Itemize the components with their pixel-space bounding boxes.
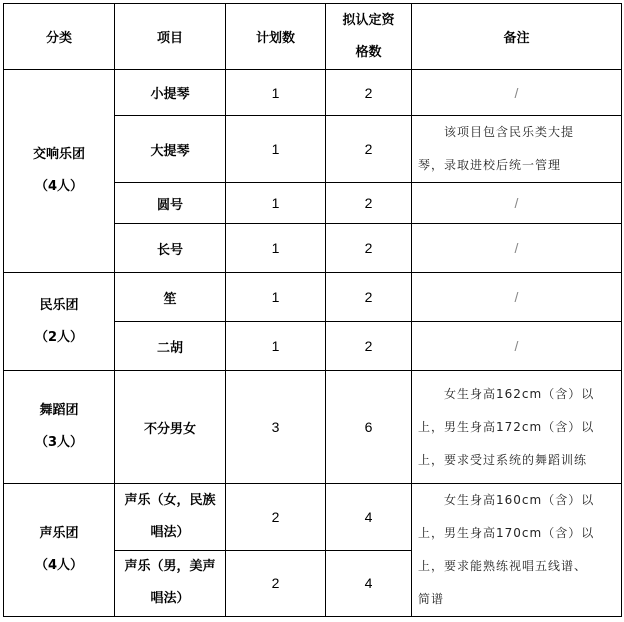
- category-cell: [4, 70, 115, 273]
- planned-cell: 2: [226, 484, 326, 551]
- item-line: 声乐（男，美声: [124, 559, 216, 575]
- note-line: 该项目包含民乐类大提: [444, 125, 575, 139]
- table-row: [4, 70, 622, 116]
- note-line: 女生身高162cm（含）以: [444, 386, 595, 401]
- planned-cell: 1: [226, 70, 326, 116]
- qualified-cell: 6: [326, 371, 412, 484]
- note-line: 简谱: [418, 592, 445, 606]
- note-line: 上，男生身高170cm（含）以: [418, 526, 595, 540]
- note-line: 上，要求受过系统的舞蹈训练: [418, 452, 588, 467]
- category-count: （3人）: [34, 435, 84, 450]
- planned-cell: 1: [226, 273, 326, 322]
- planned-cell: 2: [226, 550, 326, 617]
- header-category: 分类: [4, 4, 115, 70]
- item-line: 唱法）: [150, 524, 190, 540]
- note-cell: [412, 371, 622, 484]
- planned-cell: 1: [226, 322, 326, 371]
- note-cell: /: [412, 224, 622, 273]
- item-cell: 长号: [115, 224, 226, 273]
- category-name: 民乐团: [39, 297, 79, 313]
- item-cell: [115, 484, 226, 551]
- qualified-cell: 2: [326, 322, 412, 371]
- note-cell: /: [412, 273, 622, 322]
- table-row: [4, 371, 622, 484]
- header-item: 项目: [115, 4, 226, 70]
- note-line: 上，要求能熟练视唱五线谱、: [418, 559, 588, 573]
- category-name: 舞蹈团: [39, 403, 79, 418]
- item-cell: 小提琴: [115, 70, 226, 116]
- item-cell: 大提琴: [115, 116, 226, 183]
- enrollment-table: [3, 3, 622, 617]
- item-cell: 不分男女: [115, 371, 226, 484]
- category-count: （4人）: [34, 558, 84, 573]
- header-planned: 计划数: [226, 4, 326, 70]
- category-cell: [4, 484, 115, 617]
- qualified-cell: 4: [326, 484, 412, 551]
- item-line: 唱法）: [150, 591, 190, 607]
- note-line: 琴，录取进校后统一管理: [418, 158, 562, 172]
- note-line: 女生身高160cm（含）以: [444, 493, 595, 507]
- table-row: [4, 273, 622, 322]
- table-header-row: [4, 4, 622, 70]
- qualified-cell: 2: [326, 273, 412, 322]
- item-cell: 笙: [115, 273, 226, 322]
- header-qualified-line-1: 拟认定资: [342, 12, 395, 28]
- planned-cell: 3: [226, 371, 326, 484]
- note-cell: /: [412, 183, 622, 224]
- note-cell: /: [412, 322, 622, 371]
- note-cell: /: [412, 70, 622, 116]
- item-cell: 二胡: [115, 322, 226, 371]
- qualified-cell: 4: [326, 550, 412, 617]
- item-cell: 圆号: [115, 183, 226, 224]
- qualified-cell: 2: [326, 116, 412, 183]
- qualified-cell: 2: [326, 70, 412, 116]
- planned-cell: 1: [226, 183, 326, 224]
- note-cell: [412, 484, 622, 617]
- category-count: （2人）: [34, 329, 84, 345]
- note-line: 上，男生身高172cm（含）以: [418, 419, 595, 434]
- header-note: 备注: [412, 4, 622, 70]
- planned-cell: 1: [226, 224, 326, 273]
- qualified-cell: 2: [326, 183, 412, 224]
- table-row: [4, 484, 622, 551]
- header-qualified-line-2: 格数: [355, 44, 382, 60]
- planned-cell: 1: [226, 116, 326, 183]
- item-cell: [115, 550, 226, 617]
- header-qualified: [326, 4, 412, 70]
- category-count: （4人）: [34, 179, 84, 194]
- note-cell: [412, 116, 622, 183]
- category-name: 声乐团: [39, 526, 79, 541]
- category-name: 交响乐团: [32, 147, 85, 162]
- category-cell: [4, 371, 115, 484]
- qualified-cell: 2: [326, 224, 412, 273]
- category-cell: [4, 273, 115, 371]
- item-line: 声乐（女，民族: [124, 492, 216, 508]
